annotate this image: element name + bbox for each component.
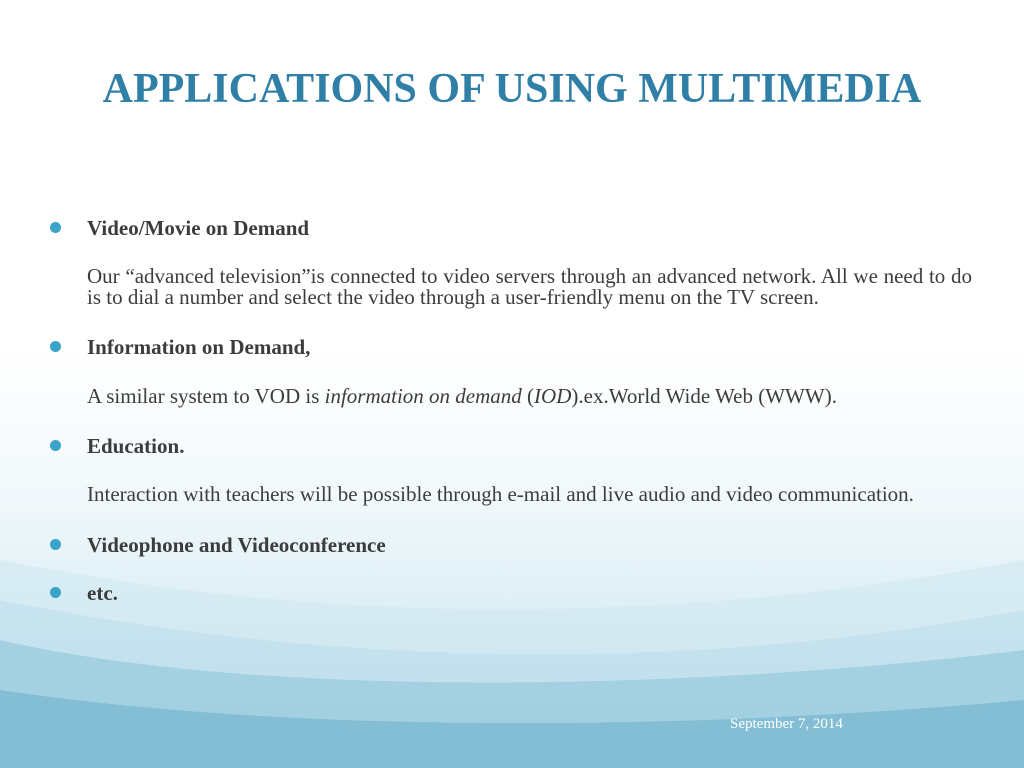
bullet-dot-icon (50, 587, 61, 598)
bullet-heading: Education. (87, 434, 185, 459)
footer-date: September 7, 2014 (730, 716, 843, 732)
bullet-dot-icon (50, 440, 61, 451)
description-text: ).ex.World Wide Web (WWW). (571, 383, 837, 408)
description-text: Our (87, 264, 126, 289)
bullet-heading: Videophone and Videoconference (87, 532, 386, 557)
bullet-item (48, 533, 972, 558)
quote-open-mark: “ (125, 264, 135, 289)
slide-title: APPLICATIONS OF USING MULTIMEDIA (102, 66, 922, 112)
italic-phrase: information on demand (324, 383, 522, 408)
italic-abbreviation: IOD (534, 383, 572, 408)
bullet-heading: Information on Demand, (87, 335, 311, 360)
bullet-dot-icon (50, 341, 61, 352)
bullet-item (48, 581, 972, 606)
quoted-phrase: advanced television (134, 264, 302, 289)
bullet-item (48, 434, 972, 459)
description-text: ( (521, 383, 535, 408)
description-text: is connected to video servers through an advanced network. All we need to do is to dial a number and select the video through a user-friendly menu on the TV screen. (87, 264, 972, 309)
bullet-dot-icon (50, 222, 61, 233)
description-text: A similar system to VOD is (87, 383, 325, 408)
bullet-list (48, 216, 972, 606)
bullet-heading: Video/Movie on Demand (87, 216, 310, 240)
bullet-description (48, 266, 972, 307)
bullet-description (48, 383, 972, 408)
bullet-heading: etc. (87, 581, 118, 606)
bullet-item (48, 335, 972, 360)
quote-close-mark: ” (301, 264, 311, 289)
bullet-item (48, 216, 972, 241)
bullet-description: Interaction with teachers will be possible through e-mail and live audio and video communication. (87, 482, 914, 507)
bullet-dot-icon (50, 539, 61, 550)
